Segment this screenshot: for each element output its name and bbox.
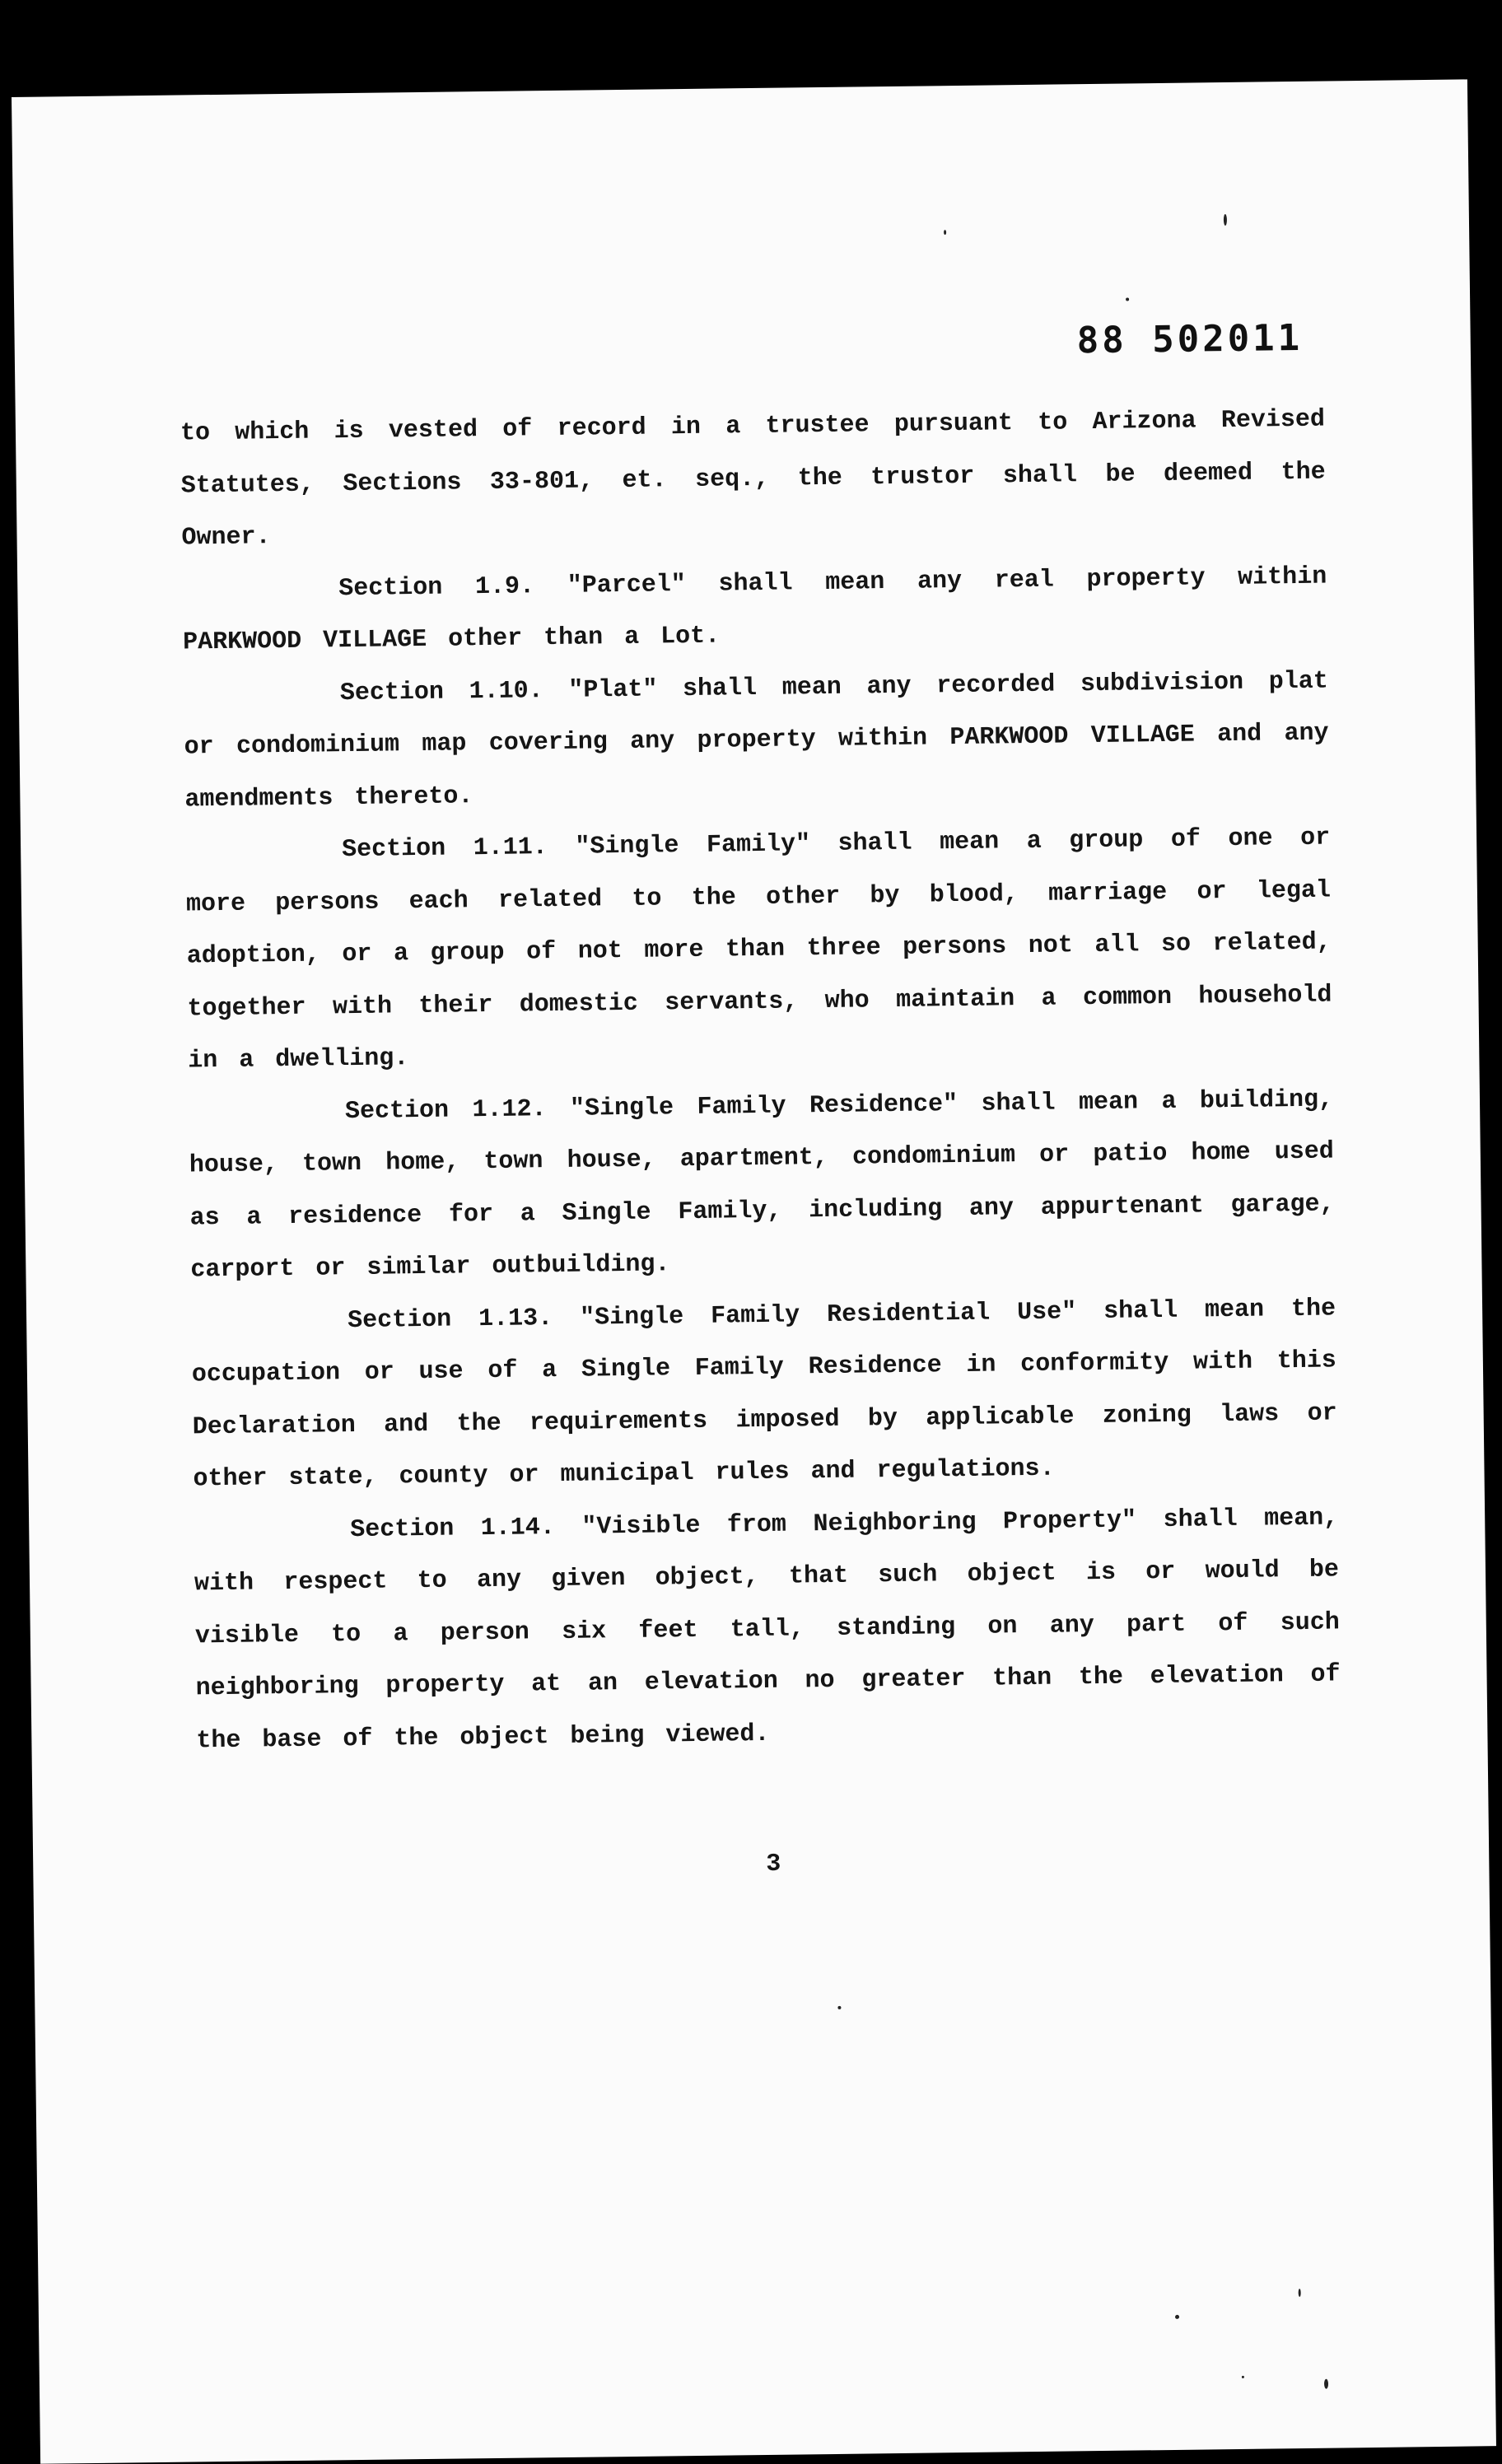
document-body xyxy=(180,394,1341,1768)
scan-speck xyxy=(1175,2315,1179,2319)
paragraph-section-1-14: Section 1.14. "Visible from Neighboring Property" shall mean, with respect to any given object, that such object is or would be visible to a person six feet tall, standing on any part of such neighboring property at an elevation no greater than the elevation of the base of the object being viewed. xyxy=(194,1503,1341,1755)
scan-speck xyxy=(944,230,946,235)
scan-speck xyxy=(1224,214,1227,226)
scan-speck xyxy=(1324,2379,1328,2389)
paragraph-section-1-13: Section 1.13. "Single Family Residential Use" shall mean the occupation or use of a Single Family Residence in conformity with this Declaration and the requirements imposed by applicable zoning laws or other state, county or municipal rules and regulations. xyxy=(191,1294,1337,1494)
paragraph-section-1-12: Section 1.12. "Single Family Residence" shall mean a building, house, town home, town house, apartment, condominium or patio home used as a residence for a Single Family, including any appurtenant garage, carport or similar outbuilding. xyxy=(189,1085,1335,1285)
paragraph-section-1-11: Section 1.11. "Single Family" shall mean a group of one or more persons each related to the other by blood, marriage or legal adoption, or a group of not more than three persons not all so related, together with their domestic servants, who maintain a common household in a dwelling. xyxy=(185,824,1332,1076)
document-number: 88 502011 xyxy=(1076,316,1304,362)
paragraph-section-1-10: Section 1.10. "Plat" shall mean any recorded subdivision plat or condominium map covering any property within PARKWOOD VILLAGE and any amendments thereto. xyxy=(184,667,1329,814)
scan-speck xyxy=(1126,297,1129,301)
scan-speck xyxy=(1299,2289,1301,2297)
page-number: 3 xyxy=(766,1850,781,1878)
scan-speck xyxy=(1242,2376,1244,2378)
scan-speck xyxy=(837,2006,841,2009)
paragraph-continuation: to which is vested of record in a trustee pursuant to Arizona Revised Statutes, Sections 33-801, et. seq., the trustor shall be deemed the Owner. xyxy=(180,405,1326,553)
document-page xyxy=(12,79,1496,2463)
paragraph-section-1-9: Section 1.9. "Parcel" shall mean any real property within PARKWOOD VILLAGE other than a Lot. xyxy=(182,562,1327,657)
